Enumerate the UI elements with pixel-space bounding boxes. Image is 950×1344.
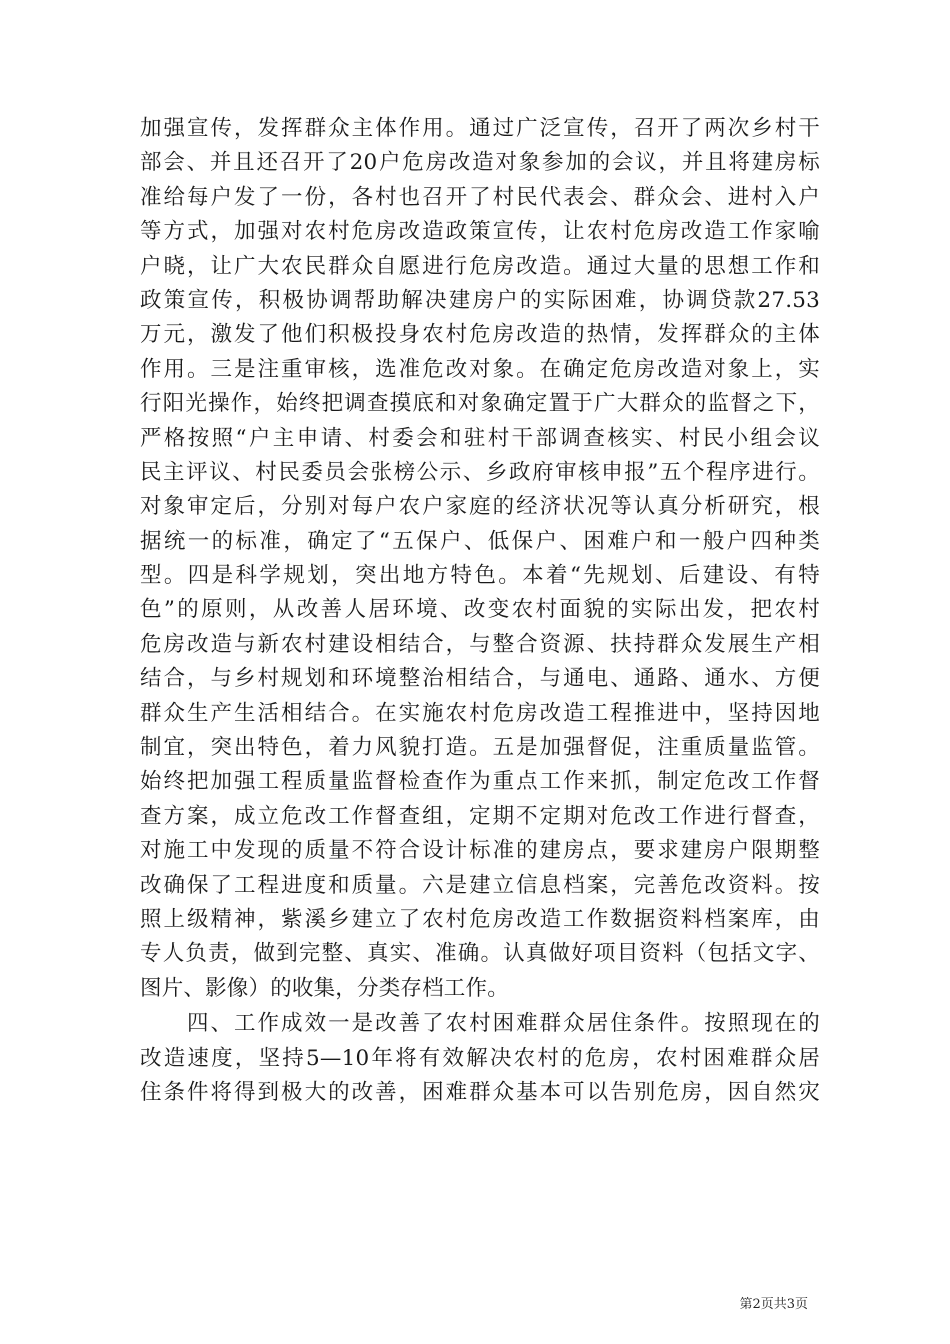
text-line: 四、工作成效一是改善了农村困难群众居住条件。按照现在的 <box>140 1011 820 1037</box>
text-line: 查方案，成立危改工作督查组，定期不定期对危改工作进行督查， <box>140 803 820 829</box>
text-line: 据统一的标准，确定了“五保户、低保户、困难户和一般户四种类 <box>140 528 820 554</box>
body-text <box>140 112 820 1110</box>
text-line: 政策宣传，积极协调帮助解决建房户的实际困难，协调贷款27.53 <box>140 287 820 313</box>
text-line: 住条件将得到极大的改善，困难群众基本可以告别危房，因自然灾 <box>140 1079 820 1105</box>
text-line: 加强宣传，发挥群众主体作用。通过广泛宣传，召开了两次乡村干 <box>140 116 820 141</box>
text-line: 部会、并且还召开了20户危房改造对象参加的会议，并且将建房标 <box>140 150 820 176</box>
text-line: 结合，与乡村规划和环境整治相结合，与通电、通路、通水、方便 <box>140 666 820 692</box>
text-line: 色”的原则，从改善人居环境、改变农村面貌的实际出发，把农村 <box>140 597 820 623</box>
text-line: 准给每户发了一份，各村也召开了村民代表会、群众会、进村入户 <box>140 184 820 210</box>
text-line: 始终把加强工程质量监督检查作为重点工作来抓，制定危改工作督 <box>140 769 820 795</box>
text-line: 等方式，加强对农村危房改造政策宣传，让农村危房改造工作家喻 <box>140 219 820 245</box>
text-line: 群众生产生活相结合。在实施农村危房改造工程推进中，坚持因地 <box>140 700 820 726</box>
text-line: 改确保了工程进度和质量。六是建立信息档案，完善危改资料。按 <box>140 872 820 898</box>
text-line: 行阳光操作，始终把调查摸底和对象确定置于广大群众的监督之下， <box>140 391 820 417</box>
page-number: 第2页共3页 <box>739 1297 808 1312</box>
text-line: 图片、影像）的收集，分类存档工作。 <box>140 975 509 1001</box>
text-line: 制宜，突出特色，着力风貌打造。五是加强督促，注重质量监管。 <box>140 735 820 761</box>
text-line: 户晓，让广大农民群众自愿进行危房改造。通过大量的思想工作和 <box>140 253 820 279</box>
text-line: 严格按照“户主申请、村委会和驻村干部调查核实、村民小组会议 <box>140 425 820 451</box>
text-line: 照上级精神，紫溪乡建立了农村危房改造工作数据资料档案库，由 <box>140 906 820 932</box>
text-line: 对施工中发现的质量不符合设计标准的建房点，要求建房户限期整 <box>140 838 820 864</box>
text-line: 改造速度，坚持5—10年将有效解决农村的危房，农村困难群众居 <box>140 1045 820 1071</box>
text-line: 危房改造与新农村建设相结合，与整合资源、扶持群众发展生产相 <box>140 631 820 657</box>
text-line: 专人负责，做到完整、真实、准确。认真做好项目资料（包括文字、 <box>140 941 820 967</box>
text-line: 对象审定后，分别对每户农户家庭的经济状况等认真分析研究，根 <box>140 494 820 520</box>
text-line: 型。四是科学规划，突出地方特色。本着“先规划、后建设、有特 <box>140 563 820 589</box>
text-line: 万元，激发了他们积极投身农村危房改造的热情，发挥群众的主体 <box>140 322 820 348</box>
text-line: 民主评议、村民委员会张榜公示、乡政府审核申报”五个程序进行。 <box>140 459 820 485</box>
text-line: 作用。三是注重审核，选准危改对象。在确定危房改造对象上，实 <box>140 356 820 382</box>
